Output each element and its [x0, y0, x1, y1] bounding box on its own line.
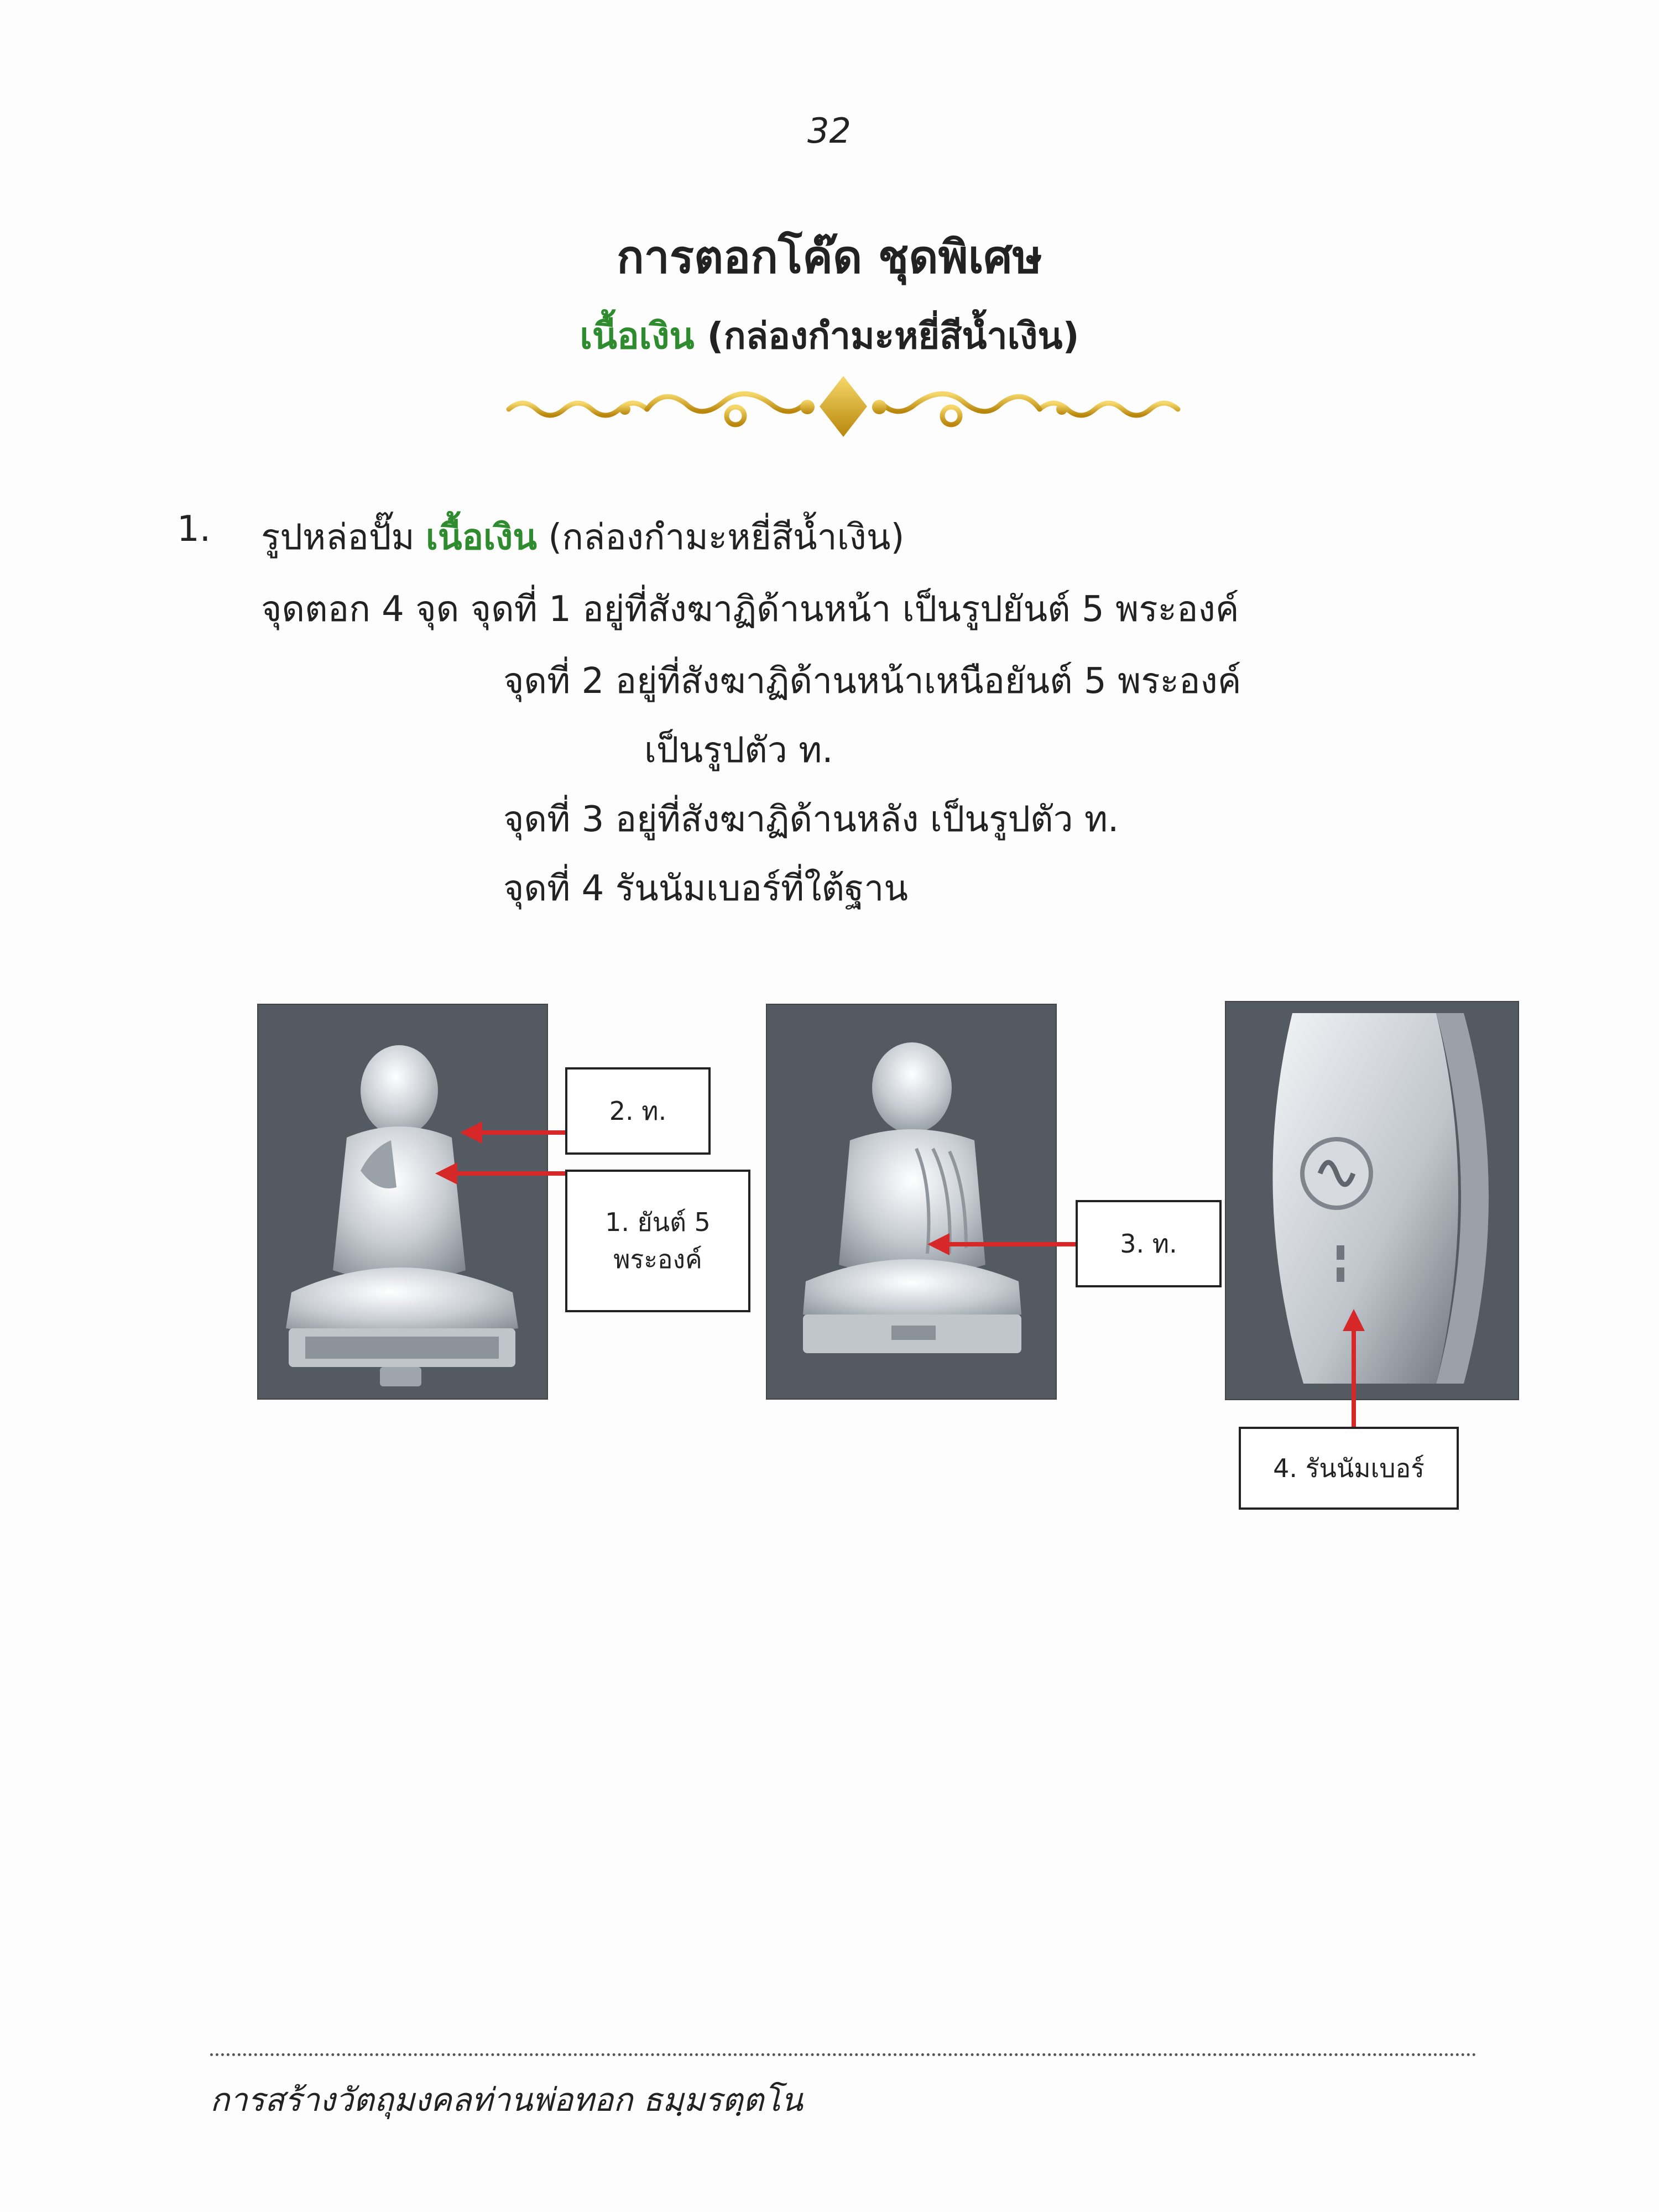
statue-front-photo — [257, 1004, 548, 1400]
section-heading-suffix: (กล่องกำมะหยี่สีน้ำเงิน) — [548, 517, 905, 558]
label-point-1-line2: พระองค์ — [613, 1244, 702, 1274]
label-point-1-line1: 1. ยันต์ 5 — [605, 1207, 711, 1238]
subtitle-highlight: เนื้อเงิน — [580, 315, 695, 357]
section-heading — [261, 509, 904, 565]
point-line-4: จุดที่ 4 รันนัมเบอร์ที่ใต้ฐาน — [503, 868, 909, 909]
subtitle-rest: (กล่องกำมะหยี่สีน้ำเงิน) — [707, 315, 1079, 357]
point-line-3: จุดที่ 3 อยู่ที่สังฆาฏิด้านหลัง เป็นรูปตัว ท. — [503, 799, 1119, 840]
footer-text: การสร้างวัตถุมงคลท่านพ่อทอก ธมฺมรตฺตโน — [210, 2081, 803, 2119]
point-line-2-cont: เป็นรูปตัว ท. — [644, 730, 833, 771]
label-point-1 — [565, 1170, 750, 1312]
footer-divider — [210, 2053, 1477, 2056]
label-point-2: 2. ท. — [565, 1067, 711, 1155]
section-heading-prefix: รูปหล่อปั๊ม — [261, 517, 415, 558]
statue-base-image — [1226, 1002, 1518, 1399]
page-subtitle — [0, 307, 1659, 365]
section-number: 1. — [177, 509, 211, 550]
section-heading-highlight: เนื้อเงิน — [426, 517, 537, 558]
label-point-4: 4. รันนัมเบอร์ — [1239, 1427, 1459, 1510]
golden-scroll-ornament-icon — [498, 371, 1189, 442]
statue-back-image — [767, 1005, 1056, 1399]
point-line-1: จุดตอก 4 จุด จุดที่ 1 อยู่ที่สังฆาฏิด้านหน้า เป็นรูปยันต์ 5 พระองค์ — [261, 589, 1239, 630]
statue-front-image — [258, 1005, 547, 1399]
statue-back-photo — [766, 1004, 1057, 1400]
label-point-3: 3. ท. — [1076, 1200, 1222, 1287]
statue-base-photo — [1225, 1001, 1519, 1400]
point-line-2: จุดที่ 2 อยู่ที่สังฆาฏิด้านหน้าเหนือยันต์ 5 พระองค์ — [503, 661, 1241, 702]
page-title: การตอกโค๊ด ชุดพิเศษ — [617, 231, 1042, 284]
page-number: 32 — [807, 111, 851, 151]
